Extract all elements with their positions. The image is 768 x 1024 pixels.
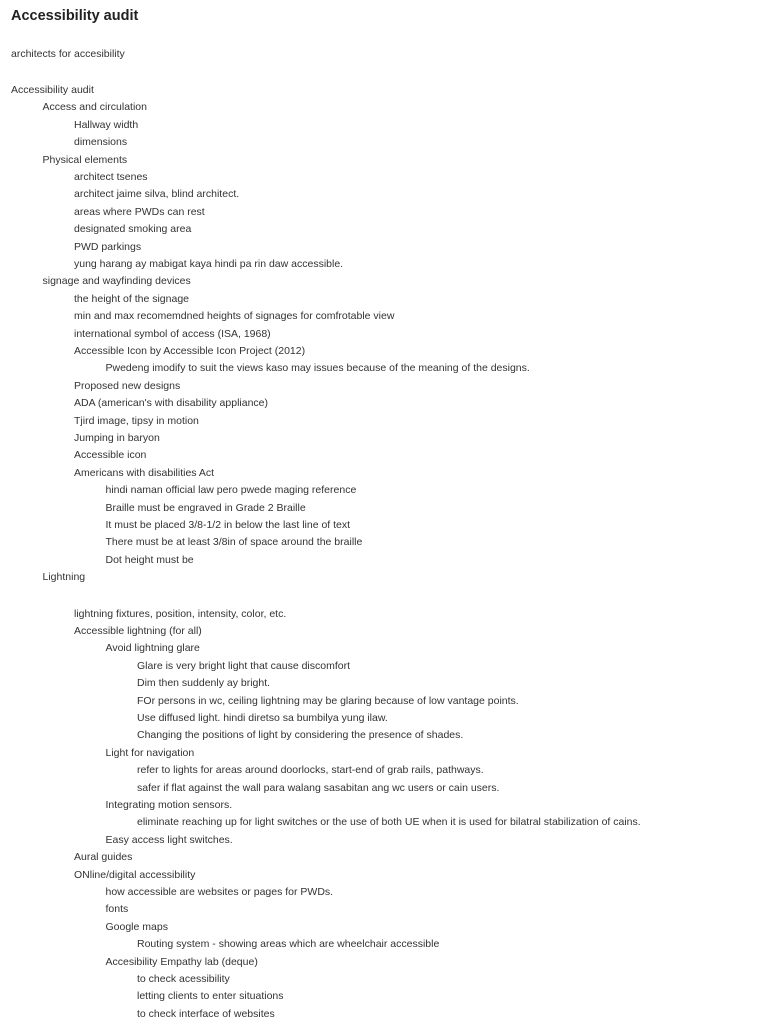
outline-item-level-2: designated smoking area [74,223,192,236]
outline-item-level-2: Americans with disabilities Act [74,466,215,479]
outline-item-level-4: refer to lights for areas around doorlocks, start-end of grab rails, pathways. [137,764,484,777]
outline-item-level-1: Lightning [42,571,86,584]
outline-item-level-3: There must be at least 3/8in of space around the braille [105,536,363,549]
outline-item-level-3: Pwedeng imodify to suit the views kaso may issues because of the meaning of the designs. [105,362,530,375]
outline-item-level-2: international symbol of access (ISA, 1968) [74,327,271,340]
outline-item-level-4: Routing system - showing areas which are wheelchair accessible [137,938,440,951]
outline-item-level-4: Dim then suddenly ay bright. [137,677,271,690]
outline-item-level-2: Accessible Icon by Accessible Icon Project (2012) [74,345,306,357]
outline-item-level-1: Access and circulation [42,101,147,114]
outline-item-level-2: architect jaime silva, blind architect. [74,188,240,201]
outline-item-level-3: fonts [105,903,129,916]
outline-item-level-2: yung harang ay mabigat kaya hindi pa rin daw accessible. [74,258,344,270]
outline-item-level-3: hindi naman official law pero pwede maging reference [105,484,357,497]
outline-item-level-3: Braille must be engraved in Grade 2 Braille [105,501,306,514]
outline-item-level-3: Google maps [105,920,168,933]
outline-item-level-4: Changing the positions of light by considering the presence of shades. [137,729,464,742]
outline-item-level-2: lightning fixtures, position, intensity, color, etc. [74,607,287,620]
outline-item-level-2: areas where PWDs can rest [74,205,205,218]
outline-item-level-1: signage and wayfinding devices [42,275,191,288]
outline-item-level-2: Accessible icon [74,449,147,462]
outline-item-level-2: the height of the signage [74,292,190,305]
outline-item-level-3: It must be placed 3/8-1/2 in below the last line of text [105,519,351,531]
outline-item-level-2: Accessible lightning (for all) [74,625,202,637]
outline-item-level-3: Avoid lightning glare [105,642,200,655]
outline-item-level-2: min and max recomemdned heights of signages for comfrotable view [74,310,395,323]
outline-item-level-2: Tjird image, tipsy in motion [74,414,199,427]
outline-item-level-4: safer if flat against the wall para walang sasabitan ang wc users or cain users. [137,781,500,794]
outline-item-level-2: Jumping in baryon [74,432,160,444]
outline-item-level-2: architect tsenes [74,171,148,183]
outline-item-level-2: dimensions [74,136,128,149]
outline-item-level-4: Glare is very bright light that cause discomfort [137,659,351,672]
outline-item-level-2: ONline/digital accessibility [74,868,196,881]
outline-item-level-2: PWD parkings [74,240,142,253]
outline-item-level-4: to check acessibility [137,973,230,985]
outline-item-level-4: eliminate reaching up for light switches or the use of both UE when it is used for bilatral stabilization of cains. [137,816,641,829]
page-title: Accessibility audit [11,8,139,24]
outline-item-level-4: to check interface of websites [137,1007,275,1020]
outline-item-level-3: Accesibility Empathy lab (deque) [105,955,258,968]
outline-item-level-2: Proposed new designs [74,379,181,392]
outline-item-level-2: Aural guides [74,851,133,864]
outline-item-level-3: Light for navigation [105,746,195,759]
outline-item-level-2: ADA (american's with disability appliance) [74,397,269,410]
outline-item-level-3: Integrating motion sensors. [105,799,233,811]
outline-item-level-0: Accessibility audit [11,84,94,96]
outline-item-level-3: how accessible are websites or pages for PWDs. [105,886,334,898]
outline-item-level-3: Dot height must be [105,553,194,566]
outline-item-level-1: Physical elements [42,153,128,166]
outline-item-level-4: letting clients to enter situations [137,990,284,1003]
outline-item-level-4: Use diffused light. hindi diretso sa bumbilya yung ilaw. [137,712,388,724]
document-subtitle: architects for accesibility [11,48,125,60]
outline-item-level-3: Easy access light switches. [105,833,233,846]
outline-item-level-2: Hallway width [74,118,139,131]
outline-item-level-4: FOr persons in wc, ceiling lightning may be glaring because of low vantage points. [137,694,519,707]
